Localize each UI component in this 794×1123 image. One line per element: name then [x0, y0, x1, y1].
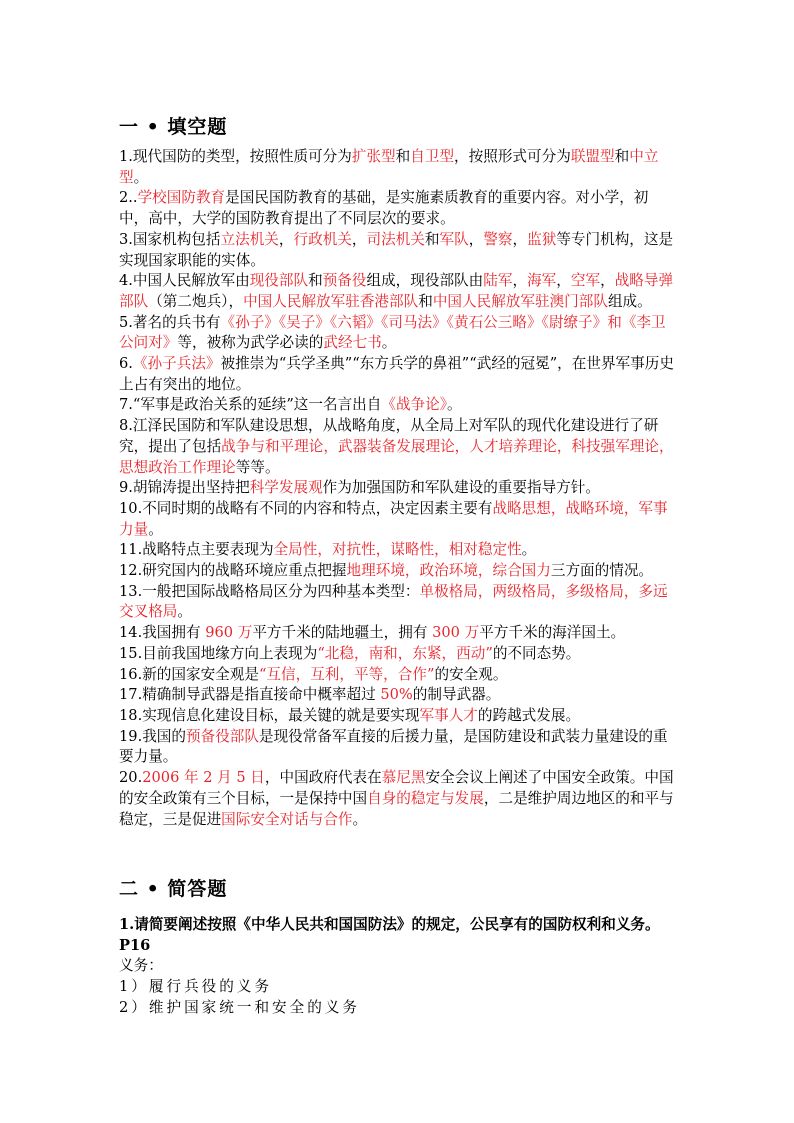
answer-text: 行政机关 [293, 230, 352, 248]
question-text: 是现役常备军直接的后援力量，是国防建设和武装力量建设的重要力量。 [119, 727, 668, 766]
question-text: 13.一般把国际战略格局区分为四种基本类型： [119, 582, 420, 600]
question-text: 组成。 [607, 292, 652, 310]
question-text: 和 [395, 148, 411, 165]
question-text: 是国民国防教育的基础，是实施素质教育的重要内容。对小学，初中，高中，大学的国防教育提出了不同层次的要求。 [119, 189, 649, 228]
fill-in-item [119, 706, 677, 727]
question-text: 等等。 [235, 458, 280, 476]
answer-text: 自身的稳定与发展 [367, 789, 484, 807]
answer-text: 《孙子兵法》 [132, 355, 221, 373]
question-text: 14.我国拥有 [119, 624, 206, 642]
fill-in-item [119, 561, 677, 582]
answer-text: 联盟型 [570, 148, 615, 165]
question-text: ，按照形式可分为 [454, 148, 571, 165]
answer-text: 全局性，对抗性，谋略性，相对稳定性 [273, 541, 522, 559]
answer-text: 960 万 [205, 624, 253, 642]
short-answer-question: 1.请简要阐述按照《中华人民共和国国防法》的规定，公民享有的国防权利和义务。P16 [119, 916, 660, 954]
answer-text: 《战争论》 [381, 396, 448, 414]
question-text: 等，被称为武学必读的 [177, 334, 324, 352]
question-text: 2.. [119, 189, 138, 207]
fill-in-item [119, 582, 677, 623]
answer-text: 科学发展观 [249, 479, 323, 497]
answer-text: 战略导弹部队 [119, 272, 674, 310]
fill-in-item [119, 499, 677, 540]
fill-in-item [119, 354, 677, 395]
answer-text: 中国人民解放军驻澳门部队 [432, 292, 608, 310]
fill-in-item [119, 665, 677, 686]
fill-in-item [119, 685, 677, 706]
section-title-short-answer: 二 • 简答题 [119, 878, 228, 900]
question-text: 。 [521, 541, 537, 559]
question-text: 平方千米的陆地疆土，拥有 [252, 624, 433, 642]
answer-text: 50% [380, 686, 413, 704]
question-text: ， [351, 230, 367, 248]
question-text: 三方面的情况。 [550, 562, 654, 580]
question-text: 19.我国的 [119, 727, 186, 745]
question-text: 1.现代国防的类型，按照性质可分为 [119, 148, 352, 165]
question-text: 等专门机构，这是实现国家职能的实体。 [119, 230, 674, 269]
question-text: 被推崇为“兵学圣典”“东方兵学的鼻祖”“武经的冠冕”，在世界军事历史上占有突出的地位。 [119, 355, 674, 393]
question-text: （第二炮兵）， [148, 292, 244, 310]
fill-in-item [119, 768, 677, 830]
answer-text: 慕尼黑 [381, 769, 426, 787]
question-text: ， [556, 272, 571, 290]
fill-in-item [119, 623, 677, 644]
question-text: 。 [352, 810, 368, 828]
question-text: 。 [148, 520, 163, 538]
fill-in-item [119, 644, 677, 665]
duty-item: 2）维护国家统一和安全的义务 [119, 998, 361, 1016]
question-text: 组成，现役部队由 [366, 272, 484, 290]
question-text: 17.精确制导武器是指直接命中概率超过 [119, 686, 381, 704]
question-text: 7.“军事是政治关系的延续”这一名言出自 [119, 396, 382, 414]
question-text: 11.战略特点主要表现为 [119, 541, 274, 559]
duty-item: 1）履行兵役的义务 [119, 978, 273, 996]
answer-text: “互信，互利，平等，合作” [258, 665, 435, 683]
question-text: 。 [381, 334, 397, 352]
question-text: 。 [447, 396, 462, 414]
question-text: ，二是维护周边地区的和平与稳定，三是促进 [119, 789, 674, 828]
answer-text: “北稳，南和，东紧，西动” [317, 644, 493, 662]
question-text: 安全会议上阐述了中国安全政策。中国的安全政策有三个目标，一是保持中国 [119, 769, 674, 807]
question-text: 4.中国人民解放军由 [119, 272, 250, 290]
fill-in-item [119, 727, 677, 768]
fill-in-list [119, 147, 677, 830]
answer-text: 预备役 [322, 272, 367, 290]
question-text: 和 [424, 230, 440, 248]
question-text: 平方千米的海洋国土。 [479, 624, 626, 642]
fill-in-item [119, 395, 677, 416]
question-text: ， [512, 230, 528, 248]
question-text: 15.目前我国地缘方向上表现为 [119, 644, 318, 662]
short-answer-block [119, 915, 677, 1019]
answer-text: 现役部队 [249, 272, 309, 290]
question-text: 20. [119, 769, 143, 787]
fill-in-item [119, 147, 677, 188]
fill-in-item [119, 540, 677, 561]
question-text: 16.新的国家安全观是 [119, 665, 259, 683]
question-text: ， [278, 230, 294, 248]
answer-text: 学校国防教育 [137, 189, 226, 207]
question-text: 。 [177, 603, 192, 621]
question-text: ， [600, 272, 615, 290]
fill-in-item [119, 478, 677, 499]
answer-text: 预备役部队 [186, 727, 259, 745]
answer-text: 武经七书 [323, 334, 382, 352]
question-text: 的安全观。 [434, 665, 508, 683]
answer-text: 《孙子》《吴子》《六韬》《司马法》《黄石公三略》《尉缭子》和《李卫公问对》 [119, 313, 666, 352]
answer-text: 中国人民解放军驻香港部队 [243, 292, 419, 310]
section-title-fill-in: 一 • 填空题 [119, 116, 228, 138]
question-text: 12.研究国内的战略环境应重点把握 [119, 562, 347, 580]
fill-in-item [119, 188, 677, 229]
answer-text: 空军 [570, 272, 601, 290]
fill-in-item [119, 313, 677, 354]
question-text: ， [512, 272, 528, 290]
question-text: ， [468, 230, 484, 248]
question-text: 作为加强国防和军队建设的重要指导方针。 [322, 479, 600, 497]
answer-text: 中立型 [119, 148, 659, 186]
question-text: 的不同态势。 [492, 644, 581, 662]
answer-text: 警察 [483, 230, 513, 248]
answer-text: 2006 年 2 月 5 日 [142, 769, 265, 787]
answer-text: 司法机关 [366, 230, 425, 248]
question-text: 的制导武器。 [412, 686, 501, 704]
answer-text: 自卫型 [410, 148, 455, 165]
answer-text: 地理环境，政治环境，综合国力 [346, 562, 551, 580]
question-text: 6. [119, 355, 133, 373]
answer-text: 海军 [527, 272, 557, 290]
answer-text: 军队 [439, 230, 469, 248]
answer-text: 军事人才 [419, 706, 478, 724]
answer-text: 扩张型 [351, 148, 396, 165]
fill-in-item [119, 271, 677, 312]
question-text: 3.国家机构包括 [119, 230, 221, 248]
question-text: ，中国政府代表在 [264, 769, 382, 787]
answer-text: 战略思想，战略环境，军事力量 [119, 499, 668, 538]
answer-text: 单极格局，两级格局，多级格局，多远交叉格局 [119, 582, 668, 621]
question-text: 和 [614, 148, 630, 165]
question-text: 和 [418, 292, 433, 310]
answer-text: 战争与和平理论，武器装备发展理论，人才培养理论，科技强军理论，思想政治工作理论 [119, 437, 674, 476]
question-text: 18.实现信息化建设目标，最关键的就是要实现 [119, 706, 420, 724]
answer-text: 立法机关 [220, 230, 279, 248]
answer-text: 监狱 [527, 230, 557, 248]
question-text: 9.胡锦涛提出坚持把 [119, 479, 250, 497]
answer-text: 300 万 [432, 624, 480, 642]
question-text: 5.著名的兵书有 [119, 313, 221, 331]
answer-text: 国际安全对话与合作 [221, 810, 353, 828]
question-text: 的跨越式发展。 [477, 706, 581, 724]
question-text: 8.江泽民国防和军队建设思想，从战略角度，从全局上对军队的现代化建设进行了研究，提出了包括 [119, 417, 659, 455]
question-text: 10.不同时期的战略有不同的内容和特点，决定因素主要有 [119, 499, 493, 517]
fill-in-item [119, 230, 677, 271]
question-text: 。 [133, 168, 149, 186]
question-text: 和 [308, 272, 323, 290]
answer-text: 陆军 [483, 272, 513, 290]
duties-label: 义务： [119, 957, 163, 975]
fill-in-item [119, 416, 677, 478]
